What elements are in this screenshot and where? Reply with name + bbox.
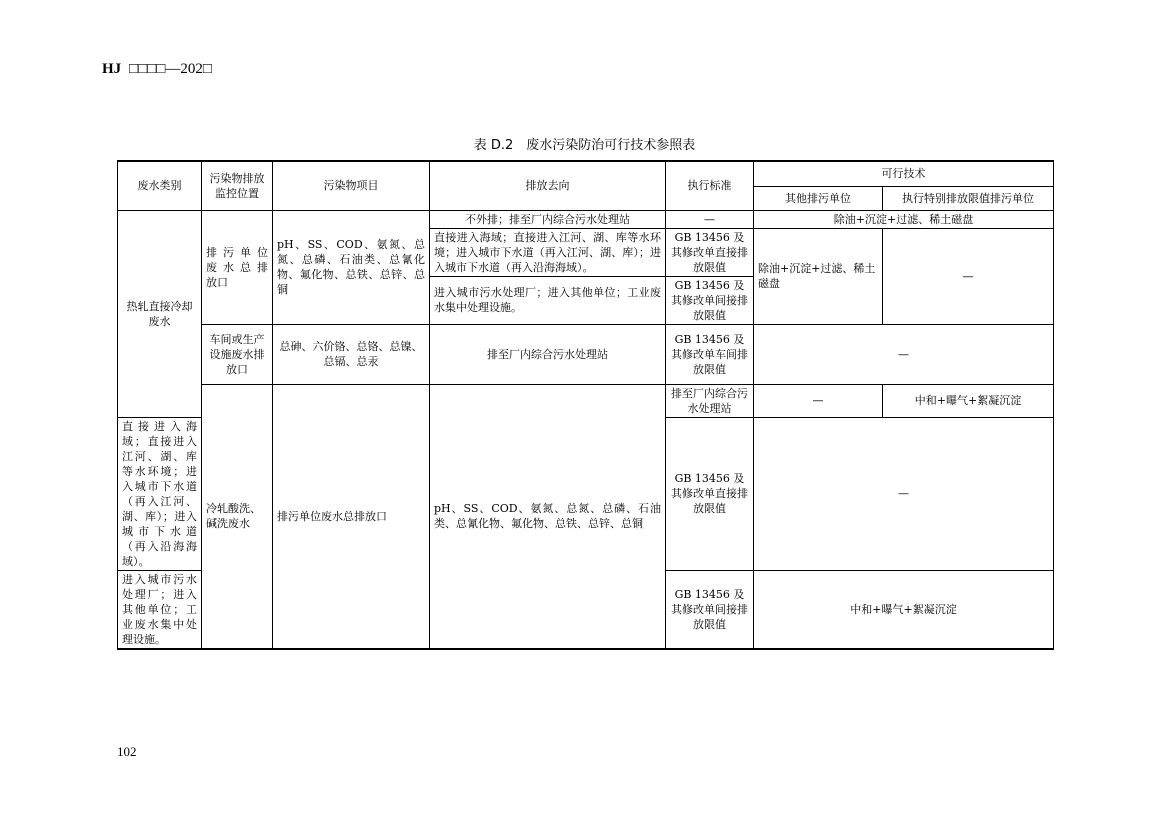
tech-cell: — [754,417,1054,570]
table-row [118,384,1054,417]
monitor-location-cell: 排污单位废水总排放口 [273,384,430,649]
monitor-location-cell: 车间或生产设施废水排放口 [202,324,273,384]
header-pollutants: 污染物项目 [273,161,430,210]
standard-prefix: HJ [102,61,122,77]
pollutants-cell: pH、SS、COD、氨氮、总氮、总磷、石油类、总氰化物、氟化物、总铁、总锌、总铜 [430,384,666,649]
header-destination: 排放去向 [430,161,666,210]
standard-cell: GB 13456 及其修改单直接排放限值 [666,417,754,570]
destination-cell: 进入城市污水处理厂；进入其他单位；工业废水集中处理设施。 [430,276,666,324]
table-row [118,210,1054,228]
destination-cell: 直接进入海域；直接进入江河、湖、库等水环境；进入城市下水道（再入江河、湖、库）；进入城市下水道（再入沿海海域）。 [430,228,666,276]
standard-cell: GB 13456 及其修改单车间排放限值 [666,324,754,384]
header-row-1 [118,161,1054,186]
table-title: 表 D.2 废水污染防治可行技术参照表 [473,138,696,153]
standard-code: □□□□—202□ [129,61,212,77]
destination-cell: 不外排；排至厂内综合污水处理站 [430,210,666,228]
page-number: 102 [117,744,137,759]
destination-cell: 排至厂内综合污水处理站 [666,384,754,417]
tech-cell: 中和+曝气+絮凝沉淀 [883,384,1054,417]
monitor-location-cell: 排 污 单 位 废 水 总 排 放口 [202,210,273,324]
table-row [118,324,1054,384]
wastewater-type-cell: 热轧直接冷却废水 [118,210,202,417]
pollutants-cell: pH、SS、COD、氨氮、总氮、总磷、石油类、总氰化物、氟化物、总铁、总锌、总铜 [273,210,430,324]
wastewater-technology-table [117,160,1054,650]
destination-cell: 排至厂内综合污水处理站 [430,324,666,384]
tech-cell: 中和+曝气+絮凝沉淀 [754,570,1054,649]
destination-cell: 进入城市污水处理厂；进入其他单位；工业废水集中处理设施。 [118,570,202,649]
standard-cell: GB 13456 及其修改单间接排放限值 [666,276,754,324]
header-standard: 执行标准 [666,161,754,210]
tech-cell: 除油+沉淀+过滤、稀土磁盘 [754,210,1054,228]
header-wastewater-type: 废水类别 [118,161,202,210]
destination-cell: 直接进入海域；直接进入江河、湖、库等水环境；进入城市下水道（再入江河、湖、库）；进入城市下水道（再入沿海海域）。 [118,417,202,570]
header-tech-other: 其他排污单位 [754,186,883,210]
pollutants-cell: 总砷、六价铬、总铬、总镍、总镉、总汞 [273,324,430,384]
document-header [102,61,212,78]
header-monitor-location: 污染物排放监控位置 [202,161,273,210]
header-tech-special: 执行特别排放限值排污单位 [883,186,1054,210]
tech-other-cell: 除油+沉淀+过滤、稀土磁盘 [754,228,883,324]
standard-cell: — [754,384,883,417]
standard-cell: — [666,210,754,228]
wastewater-type-cell: 冷轧酸洗、碱洗废水 [202,384,273,649]
tech-special-cell: — [883,228,1054,324]
tech-cell: — [754,324,1054,384]
header-feasible-tech: 可行技术 [754,161,1054,186]
standard-cell: GB 13456 及其修改单间接排放限值 [666,570,754,649]
standard-cell: GB 13456 及其修改单直接排放限值 [666,228,754,276]
